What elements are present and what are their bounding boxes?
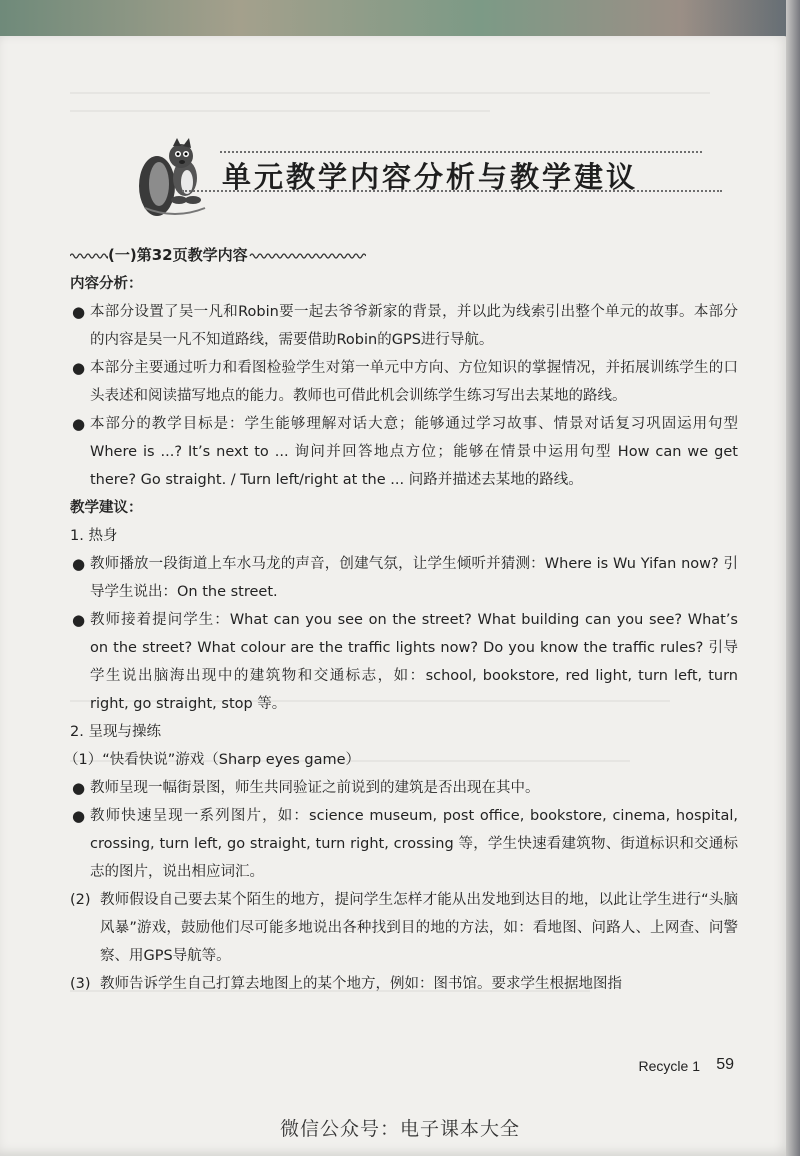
- bleed-line: [70, 92, 710, 94]
- section-header-text: (一)第32页教学内容: [108, 246, 248, 264]
- analysis-bullet: [70, 354, 738, 410]
- watermark-text: 微信公众号：电子课本大全: [279, 1118, 520, 1140]
- item-number: (2): [70, 892, 91, 908]
- analysis-bullet: [70, 410, 738, 494]
- numbered-item: [70, 970, 738, 998]
- top-decorative-strip: [0, 0, 800, 40]
- game-bullet: [70, 774, 738, 802]
- item-text: 教师假设自己要去某个陌生的地方，提问学生怎样才能从出发地到达目的地，以此让学生进行“头脑风暴”游戏，鼓励他们尽可能多地说出各种找到目的地的方法，如：看地图、问路人、上网查、问警察、用GPS导航等。: [100, 892, 738, 964]
- section-header: [70, 244, 366, 265]
- bullet-dot-icon: ●: [72, 555, 86, 573]
- wave-ornament-right-icon: [248, 252, 366, 260]
- numbered-item: [70, 886, 738, 970]
- bullet-dot-icon: ●: [72, 611, 86, 629]
- item-text: 教师告诉学生自己打算去地图上的某个地方，例如：图书馆。要求学生根据地图指: [100, 976, 622, 992]
- warmup-bullet: [70, 550, 738, 606]
- title-banner: [130, 137, 730, 197]
- item-number: (3): [70, 976, 91, 992]
- page-number: 59: [716, 1056, 734, 1073]
- content-analysis-heading: 内容分析：: [70, 276, 143, 292]
- bullet-dot-icon: ●: [72, 807, 86, 825]
- bullet-dot-icon: ●: [72, 303, 86, 321]
- bullet-text: 教师快速呈现一系列图片，如：science museum, post office, bookstore, cinema, hospital, crossing, turn left, go straight, turn right, crossing 等，学生快速看建筑物、街道标识和交通标志的图片，说出相应词汇。: [90, 808, 738, 880]
- warmup-bullet: [70, 606, 738, 718]
- bullet-dot-icon: ●: [72, 415, 86, 433]
- suggestions-heading: 教学建议：: [70, 500, 143, 516]
- page-edge-shadow: [786, 0, 800, 1156]
- bullet-text: 本部分的教学目标是：学生能够理解对话大意；能够通过学习故事、情景对话复习巩固运用句型 Where is ...? It’s next to ... 询问并回答地点方位；能够在情景中运用句型 How can we get there? Go straight. / Turn left/right at the ... 问路并描述去某地的路线。: [90, 416, 738, 488]
- warmup-label: 1. 热身: [70, 528, 118, 544]
- bullet-text: 教师接着提问学生：What can you see on the street? What building can you see? What’s on the street? What colour are the traffic lights now? Do you know the traffic rules? 引导学生说出脑海出现中的建筑物和交通标志，如：school, bookstore, red light, turn left, turn right, go straight, stop 等。: [90, 612, 738, 712]
- main-content: [64, 272, 738, 998]
- bullet-text: 教师呈现一幅街景图，师生共同验证之前说到的建筑是否出现在其中。: [90, 780, 540, 796]
- title-dotted-rule-bottom: [182, 190, 722, 192]
- presentation-label: 2. 呈现与操练: [70, 724, 161, 740]
- game-bullet: [70, 802, 738, 886]
- footer-unit-label: Recycle 1: [638, 1058, 700, 1074]
- bullet-text: 教师播放一段街道上车水马龙的声音，创建气氛，让学生倾听并猜测：Where is Wu Yifan now? 引导学生说出：On the street.: [90, 556, 738, 600]
- bullet-text: 本部分主要通过听力和看图检验学生对第一单元中方向、方位知识的掌握情况，并拓展训练学生的口头表述和阅读描写地点的能力。教师也可借此机会训练学生练习写出去某地的路线。: [90, 360, 738, 404]
- game-title: （1）“快看快说”游戏（Sharp eyes game）: [64, 752, 361, 768]
- bullet-dot-icon: ●: [72, 779, 86, 797]
- title-dotted-rule-top: [220, 151, 702, 153]
- bullet-dot-icon: ●: [72, 359, 86, 377]
- analysis-bullet: [70, 298, 738, 354]
- page-title: 单元教学内容分析与教学建议: [222, 160, 639, 194]
- bullet-text: 本部分设置了吴一凡和Robin要一起去爷爷新家的背景，并以此为线索引出整个单元的故事。本部分的内容是吴一凡不知道路线，需要借助Robin的GPS进行导航。: [90, 304, 738, 348]
- wave-ornament-left-icon: [70, 252, 108, 260]
- bleed-line: [70, 110, 490, 112]
